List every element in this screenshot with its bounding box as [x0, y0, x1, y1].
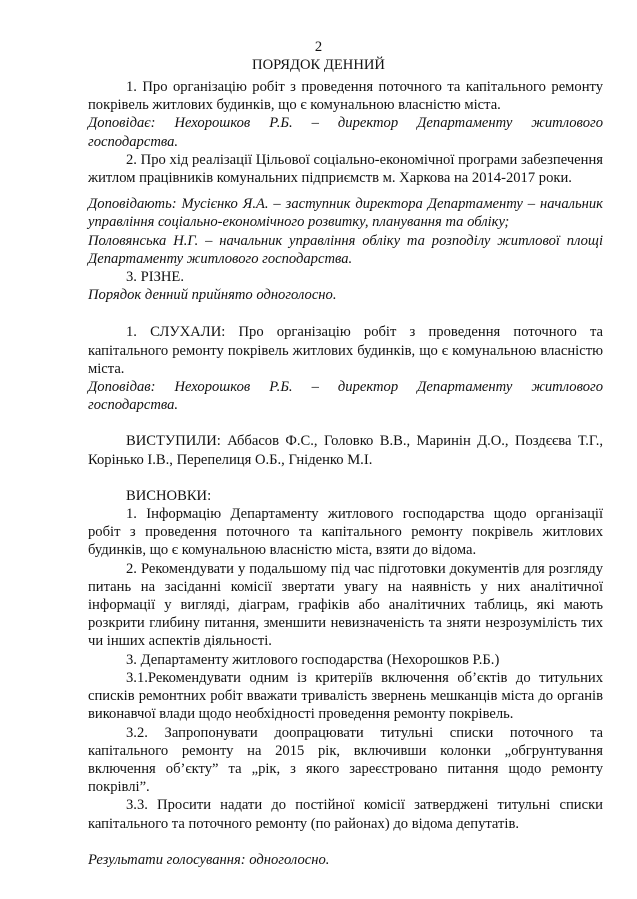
- agenda-item-3: 3. РІЗНЕ.: [126, 269, 184, 286]
- agenda-item-2-speaker: Доповідають: Мусієнко Я.А. – заступник директора Департаменту – начальник управління соціально-економічного розвитку, планування та обліку;: [88, 196, 603, 231]
- speakers-section: ВИСТУПИЛИ: Аббасов Ф.С., Головко В.В., Маринін Д.О., Поздєєва Т.Г., Корінько І.В., Перепелиця О.Б., Гніденко М.І.: [88, 433, 603, 468]
- voting-result: Результати голосування: одноголосно.: [88, 851, 330, 868]
- agenda-item-2: 2. Про хід реалізації Цільової соціально-економічної програми забезпечення житлом працівників комунальних підприємств м. Харкова на 2014-2017 роки.: [88, 151, 603, 187]
- conclusion-item-3-2: 3.2. Запропонувати доопрацювати титульні списки поточного та капітального ремонту на 2015 рік, включивши колонки „обгрунтування включення об’єкту” та „рік, з якого зареєстровано питання щодо ремонту покрівлі”.: [88, 724, 603, 796]
- agenda-item-2-speaker-2: Половянська Н.Г. – начальник управління обліку та розподілу житлової площі Департаменту житлового господарства.: [88, 232, 603, 267]
- conclusion-item-3-3: 3.3. Просити надати до постійної комісії затверджені титульні списки капітального та поточного ремонту (по районах) до відома депутатів.: [88, 797, 603, 832]
- agenda-title: ПОРЯДОК ДЕННИЙ: [252, 57, 385, 73]
- conclusion-item-2: 2. Рекомендувати у подальшому під час підготовки документів для розгляду питань на засіданні комісії звертати увагу на наявність у них аналітичної інформації у вигляді, діаграм, графіків або аналітичних таблиць, які мають розкрити глибину питання, зменшити невизначеність та зняти незрозумілість тих чи інших аспектів діяльності.: [88, 560, 603, 650]
- heard-speaker: Доповідав: Нехорошков Р.Б. – директор Департаменту житлового господарства.: [88, 379, 603, 414]
- page-number: 2: [314, 39, 323, 55]
- document-body: [88, 78, 603, 869]
- agenda-result: Порядок денний прийнято одноголосно.: [88, 287, 337, 304]
- conclusion-item-3-1: 3.1.Рекомендувати одним із критеріїв включення об’єктів до титульних списків ремонтних робіт вважати тривалість звернень мешканців міста до органів виконавчої влади щодо необхідності проведення ремонту покрівель.: [88, 669, 603, 723]
- agenda-item-1-speaker: Доповідає: Нехорошков Р.Б. – директор Департаменту житлового господарства.: [88, 115, 603, 150]
- conclusions-title: ВИСНОВКИ:: [126, 487, 212, 504]
- heard-section: 1. СЛУХАЛИ: Про організацію робіт з проведення поточного та капітального ремонту покрівель житлових будинків, що є комунальною власністю міста.: [88, 324, 603, 377]
- conclusion-item-3: 3. Департаменту житлового господарства (Нехорошков Р.Б.): [126, 651, 500, 668]
- conclusion-item-1: 1. Інформацію Департаменту житлового господарства щодо організації робіт з проведення поточного та капітального ремонту покрівель житлових будинків, що є комунальною власністю міста, взяти до відома.: [88, 506, 603, 559]
- agenda-item-1: 1. Про організацію робіт з проведення поточного та капітального ремонту покрівель житлових будинків, що є комунальною власністю міста.: [88, 79, 603, 114]
